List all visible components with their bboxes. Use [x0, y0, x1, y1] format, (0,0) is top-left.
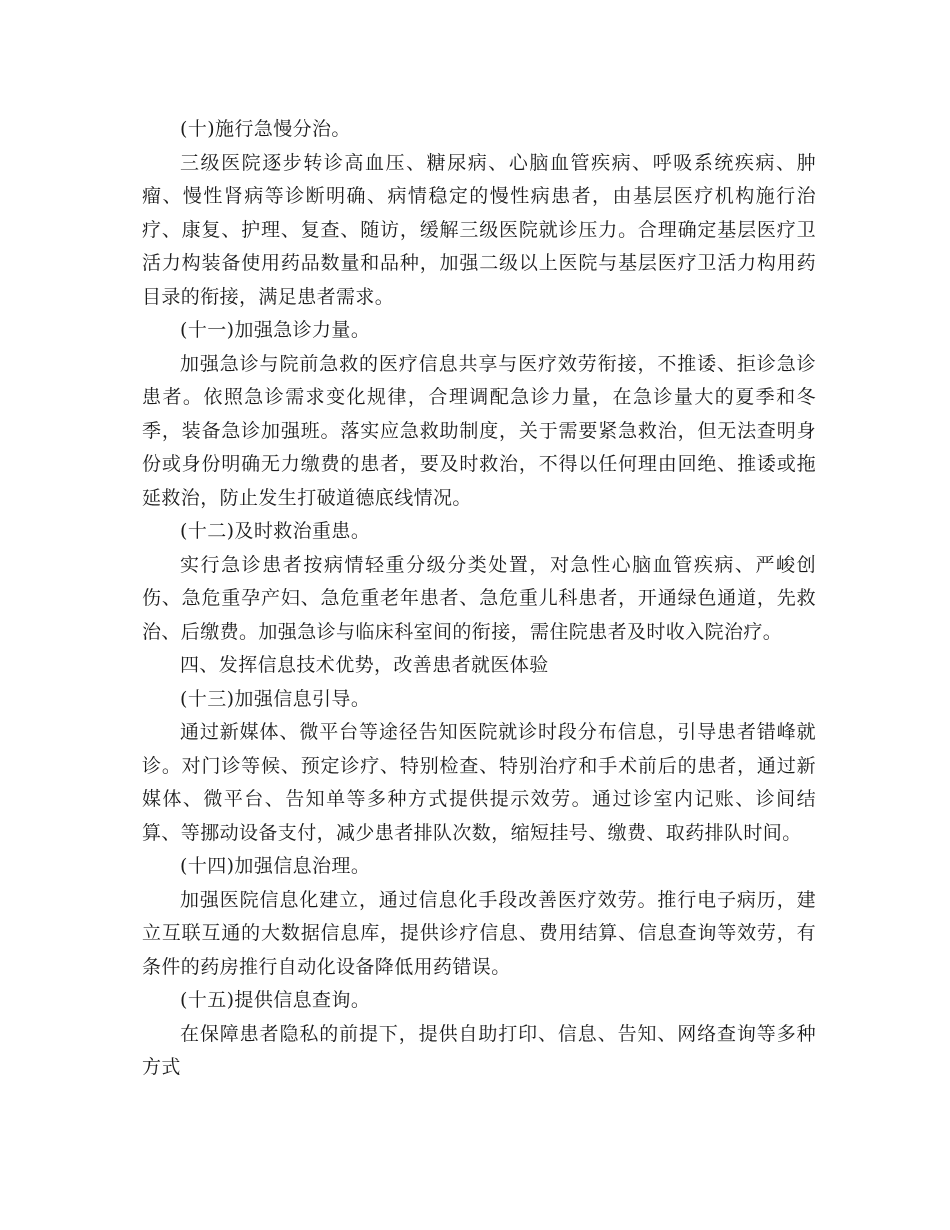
heading-fifteen: (十五)提供信息查询。 [180, 989, 371, 1011]
heading-thirteen: (十三)加强信息引导。 [180, 687, 371, 710]
section-heading-four: 四、发挥信息技术优势，改善患者就医体验 [180, 654, 549, 676]
heading-twelve: (十二)及时救治重患。 [180, 520, 371, 542]
document-body [142, 113, 816, 1085]
paragraph-emergency-capacity: 加强急诊与院前急救的医疗信息共享与医疗效劳衔接，不推诿、拒诊急诊患者。依照急诊需求变化规律，合理调配急诊力量，在急诊量大的夏季和冬季，装备急诊加强班。落实应急救助制度，关于需要紧急救治，但无法查明身份或身份明确无力缴费的患者，要及时救治，不得以任何理由回绝、推诿或拖延救治，防止发生打破道德底线情况。 [142, 352, 816, 509]
paragraph-info-query: 在保障患者隐私的前提下，提供自助打印、信息、告知、网络查询等多种方式 [142, 1022, 816, 1078]
paragraph-critical-care: 实行急诊患者按病情轻重分级分类处置，对急性心脑血管疾病、严峻创伤、急危重孕产妇、急危重老年患者、急危重儿科患者，开通绿色通道，先救治、后缴费。加强急诊与临床科室间的衔接，需住院患者及时收入院治疗。 [142, 553, 816, 643]
heading-ten: (十)施行急慢分治。 [180, 118, 351, 140]
heading-fourteen: (十四)加强信息治理。 [180, 855, 371, 877]
paragraph-chronic-care: 三级医院逐步转诊高血压、糖尿病、心脑血管疾病、呼吸系统疾病、肿瘤、慢性肾病等诊断明确、病情稳定的慢性病患者，由基层医疗机构施行治疗、康复、护理、复查、随访，缓解三级医院就诊压力。合理确定基层医疗卫活力构装备使用药品数量和品种，加强二级以上医院与基层医疗卫活力构用药目录的衔接，满足患者需求。 [142, 151, 816, 308]
heading-eleven: (十一)加强急诊力量。 [180, 319, 371, 341]
paragraph-info-management: 加强医院信息化建立，通过信息化手段改善医疗效劳。推行电子病历，建立互联互通的大数据信息库，提供诊疗信息、费用结算、信息查询等效劳，有条件的药房推行自动化设备降低用药错误。 [142, 888, 816, 978]
paragraph-info-guidance: 通过新媒体、微平台等途径告知医院就诊时段分布信息，引导患者错峰就诊。对门诊等候、预定诊疗、特别检查、特别治疗和手术前后的患者，通过新媒体、微平台、告知单等多种方式提供提示效劳。通过诊室内记账、诊间结算、等挪动设备支付，减少患者排队次数，缩短挂号、缴费、取药排队时间。 [142, 721, 816, 844]
